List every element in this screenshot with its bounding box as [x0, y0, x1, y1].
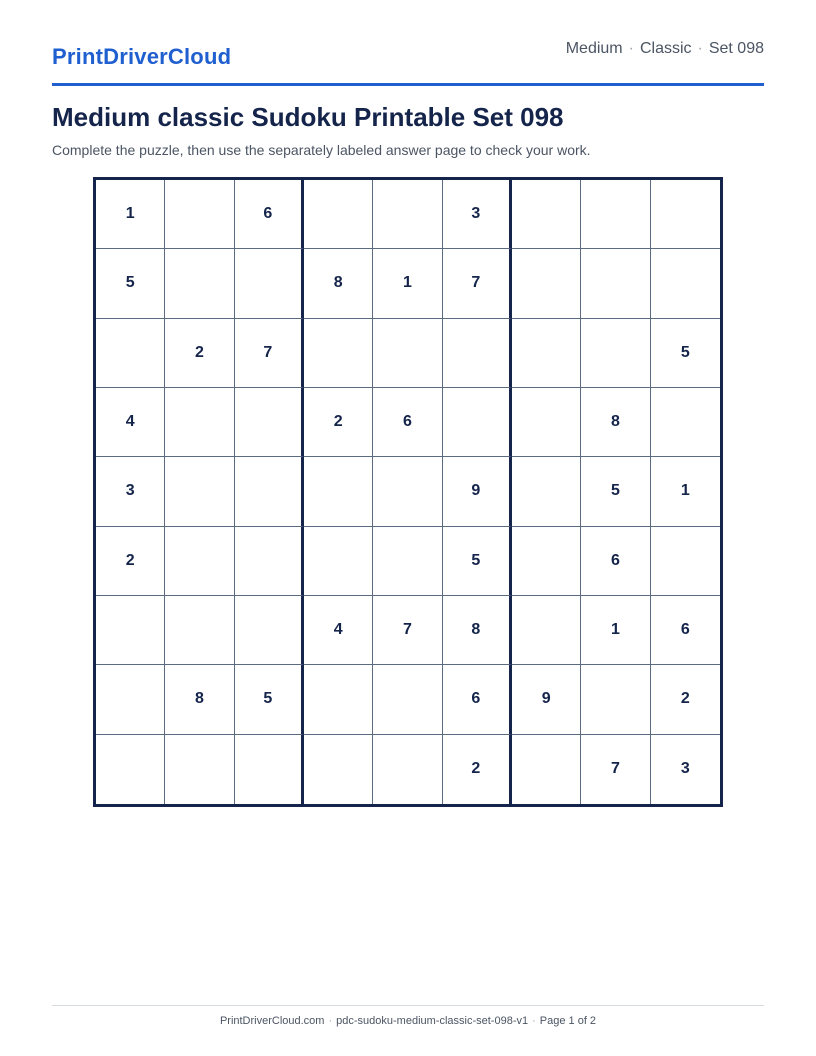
sudoku-cell: 9 — [443, 457, 512, 526]
sudoku-cell: 6 — [651, 596, 720, 665]
footer-page-number: Page 1 of 2 — [539, 1015, 597, 1027]
sudoku-cell: 2 — [304, 388, 373, 457]
sudoku-cell — [165, 249, 234, 318]
footer-site: PrintDriverCloud.com — [219, 1015, 325, 1027]
sudoku-cell — [304, 735, 373, 804]
sudoku-cell — [235, 527, 304, 596]
sudoku-cell — [304, 665, 373, 734]
sudoku-cell: 5 — [96, 249, 165, 318]
sudoku-cell — [512, 596, 581, 665]
sudoku-cell — [235, 457, 304, 526]
sudoku-cell — [651, 249, 720, 318]
sudoku-cell — [651, 388, 720, 457]
sudoku-cell — [373, 665, 442, 734]
sudoku-cell: 7 — [373, 596, 442, 665]
sudoku-cell — [235, 596, 304, 665]
sudoku-cell: 5 — [235, 665, 304, 734]
sudoku-cell — [165, 527, 234, 596]
footer-code: pdc-sudoku-medium-classic-set-098-v1 — [336, 1015, 529, 1027]
sudoku-cell: 2 — [96, 527, 165, 596]
sudoku-cell — [235, 249, 304, 318]
sudoku-cell — [304, 457, 373, 526]
sudoku-cell — [165, 457, 234, 526]
footer-separator: · — [532, 1015, 536, 1027]
sudoku-cell — [373, 457, 442, 526]
sudoku-cell — [581, 180, 650, 249]
sudoku-cell: 2 — [165, 319, 234, 388]
sudoku-cell: 8 — [443, 596, 512, 665]
sudoku-cell: 8 — [304, 249, 373, 318]
sudoku-cell — [304, 319, 373, 388]
sudoku-cell — [512, 735, 581, 804]
sudoku-cell: 7 — [235, 319, 304, 388]
sudoku-cell — [651, 180, 720, 249]
meta-separator: · — [628, 40, 634, 57]
sudoku-cell — [651, 527, 720, 596]
sudoku-cell: 3 — [680, 760, 690, 778]
meta-variant: Classic — [639, 40, 692, 57]
sudoku-cell: 1 — [373, 249, 442, 318]
sudoku-cell — [235, 388, 304, 457]
sudoku-cell: 5 — [581, 457, 650, 526]
brand-logo-text: PrintDriverCloud — [52, 44, 232, 69]
meta-difficulty: Medium — [565, 40, 623, 57]
sudoku-cell — [512, 319, 581, 388]
sudoku-cell: 8 — [165, 665, 234, 734]
sudoku-cell: 6 — [235, 180, 304, 249]
sudoku-cell — [373, 735, 442, 804]
sudoku-cell: 4 — [304, 596, 373, 665]
sudoku-cell — [512, 457, 581, 526]
page-subtitle: Complete the puzzle, then use the separately labeled answer page to check your work. — [52, 142, 591, 158]
sudoku-cell — [304, 527, 373, 596]
sudoku-cell — [165, 735, 234, 804]
page-header — [52, 38, 764, 86]
sudoku-cell — [512, 180, 581, 249]
sudoku-cell — [581, 319, 650, 388]
sudoku-cell: 7 — [443, 249, 512, 318]
meta-separator: · — [697, 40, 703, 57]
sudoku-cell: 3 — [96, 457, 165, 526]
sudoku-cell — [512, 388, 581, 457]
sudoku-cell — [165, 388, 234, 457]
sudoku-cell: 4 — [96, 388, 165, 457]
sudoku-cell: 1 — [96, 180, 165, 249]
sudoku-cell — [443, 319, 512, 388]
sudoku-cell — [373, 180, 442, 249]
sudoku-cell — [373, 319, 442, 388]
sudoku-cell — [96, 735, 165, 804]
sudoku-cell — [581, 249, 650, 318]
sudoku-cell — [96, 319, 165, 388]
sudoku-cell: 6 — [581, 527, 650, 596]
sudoku-cell: 6 — [373, 388, 442, 457]
page-title: Medium classic Sudoku Printable Set 098 — [52, 102, 564, 132]
footer-separator: · — [328, 1015, 333, 1027]
sudoku-cell: 1 — [581, 596, 650, 665]
meta-set: Set 098 — [708, 40, 764, 57]
page-footer — [52, 1005, 764, 1027]
sudoku-cell — [443, 388, 512, 457]
sudoku-cell — [96, 596, 165, 665]
sudoku-cell — [165, 596, 234, 665]
sudoku-cell: 2 — [651, 665, 720, 734]
sudoku-cell: 1 — [651, 457, 720, 526]
sudoku-cell — [235, 735, 304, 804]
puzzle-meta — [566, 40, 764, 58]
sudoku-cell: 9 — [512, 665, 581, 734]
sudoku-cell: 3 — [443, 180, 512, 249]
sudoku-cell — [304, 180, 373, 249]
sudoku-cell — [512, 527, 581, 596]
sudoku-cell — [512, 249, 581, 318]
sudoku-cell: 7 — [581, 735, 650, 804]
sudoku-cell — [373, 527, 442, 596]
sudoku-cell: 5 — [651, 319, 720, 388]
sudoku-cell: 2 — [443, 735, 512, 804]
sudoku-cell — [165, 180, 234, 249]
sudoku-cell: 5 — [443, 527, 512, 596]
sudoku-grid — [93, 177, 723, 807]
sudoku-cell: 8 — [581, 388, 650, 457]
sudoku-cell: 6 — [443, 665, 512, 734]
sudoku-cell — [96, 665, 165, 734]
sudoku-cell — [581, 665, 650, 734]
